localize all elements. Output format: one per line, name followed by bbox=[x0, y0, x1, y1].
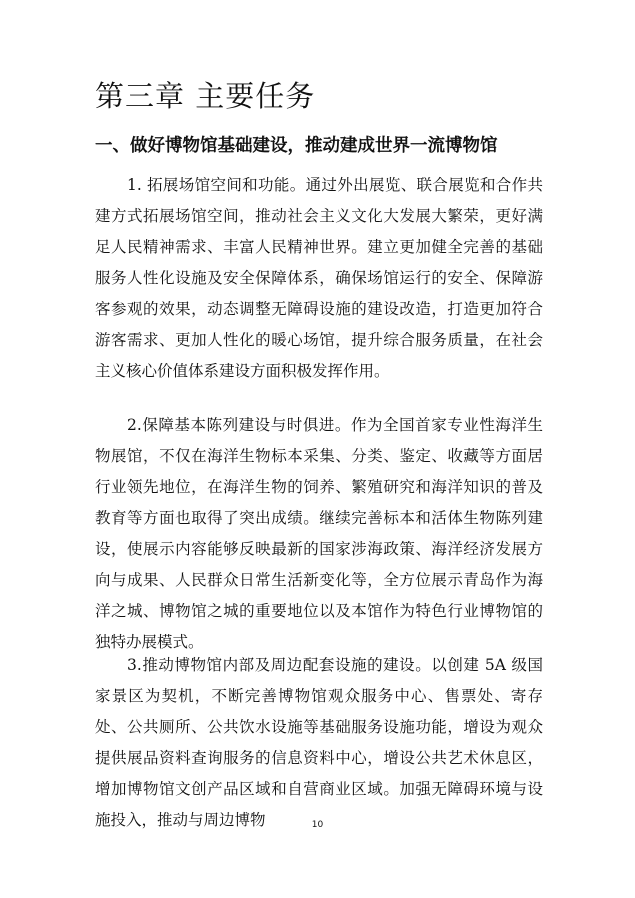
section-title: 一、做好博物馆基础建设，推动建成世界一流博物馆 bbox=[95, 136, 498, 156]
page-number: 10 bbox=[311, 820, 324, 830]
paragraph-3: 3.推动博物馆内部及周边配套设施的建设。以创建 5A 级国家景区为契机，不断完善博物馆观众服务中心、售票处、寄存处、公共厕所、公共饮水设施等基础服务设施功能，增设为观众提供展品资料查询服务的信息资料中心，增设公共艺术休息区，增加博物馆文创产品区域和自营商业区域。加强无障碍环境与设施投入，推动与周边博物 bbox=[95, 656, 543, 829]
paragraph-2: 2.保障基本陈列建设与时俱进。作为全国首家专业性海洋生物展馆，不仅在海洋生物标本采集、分类、鉴定、收藏等方面居行业领先地位，在海洋生物的饲养、繁殖研究和海洋知识的普及教育等方面也取得了突出成绩。继续完善标本和活体生物陈列建设，使展示内容能够反映最新的国家涉海政策、海洋经济发展方向与成果、人民群众日常生活新变化等，全方位展示青岛作为海洋之城、博物馆之城的重要地位以及本馆作为特色行业博物馆的独特办展模式。 bbox=[95, 416, 543, 651]
paragraph-1: 1. 拓展场馆空间和功能。通过外出展览、联合展览和合作共建方式拓展场馆空间，推动社会主义文化大发展大繁荣，更好满足人民精神需求、丰富人民精神世界。建立更加健全完善的基础服务人性化设施及安全保障体系，确保场馆运行的安全、保障游客参观的效果，动态调整无障碍设施的建设改造，打造更加符合游客需求、更加人性化的暖心场馆，提升综合服务质量，在社会主义核心价值体系建设方面积极发挥作用。 bbox=[95, 176, 543, 380]
chapter-title: 第三章 主要任务 bbox=[95, 79, 316, 113]
